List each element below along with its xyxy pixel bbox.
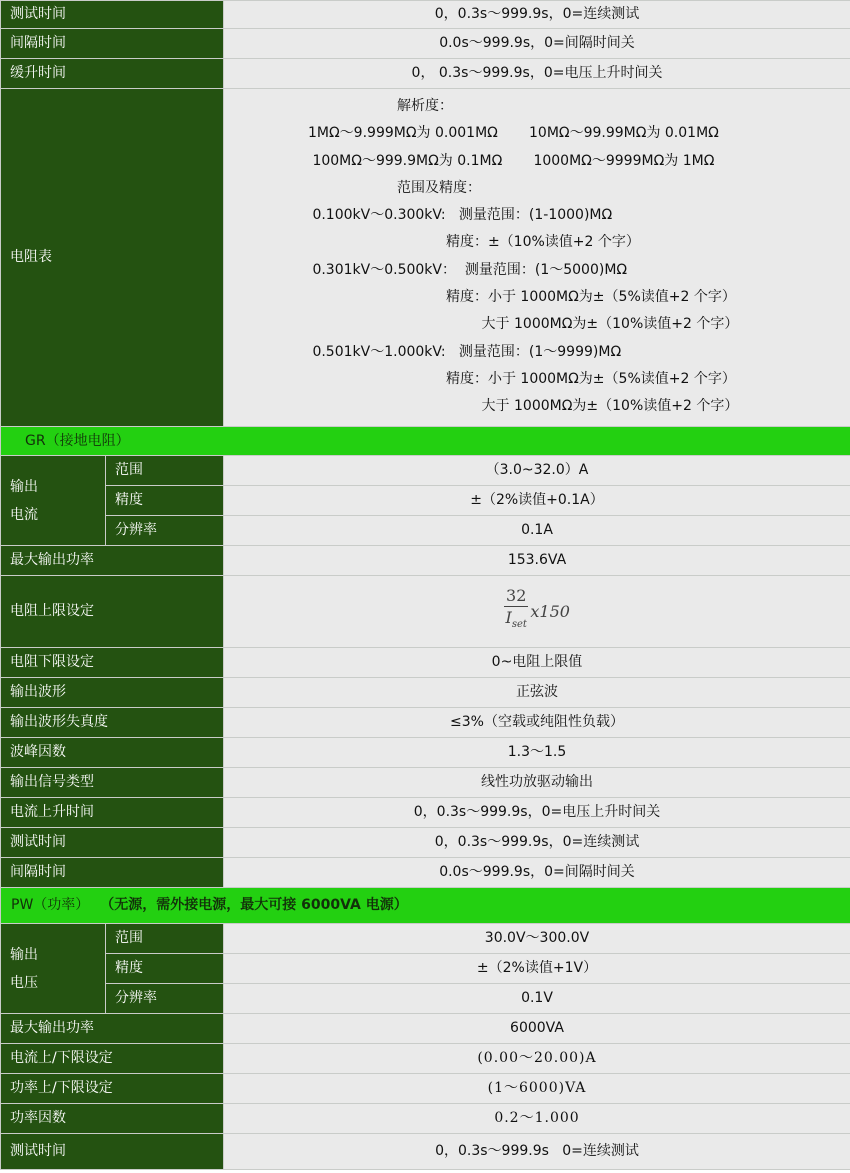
- row-value: 0，0.3s～999.9s，0=连续测试: [224, 828, 850, 858]
- resistance-line: 大于 1000MΩ为±（10%读值+2 个字）: [308, 316, 739, 333]
- row-pw-accuracy: [1, 954, 850, 984]
- section-title: PW（功率）: [11, 897, 90, 914]
- section-title: GR（接地电阻）: [1, 427, 850, 456]
- row-label: 电阻上限设定: [1, 576, 224, 648]
- row-gr-signal-type: [1, 768, 850, 798]
- row-label: 功率上/下限设定: [1, 1074, 224, 1104]
- group-label: 电压: [10, 974, 38, 991]
- row-value: 0， 0.3s～999.9s，0=电压上升时间关: [224, 59, 850, 89]
- row-label: 精度: [106, 954, 224, 984]
- row-label: 范围: [106, 924, 224, 954]
- row-label: 测试时间: [1, 1134, 224, 1170]
- resistance-line: 精度：±（10%读值+2 个字）: [308, 234, 640, 251]
- row-gr-rise-time: [1, 798, 850, 828]
- row-pw-power-limit: [1, 1074, 850, 1104]
- row-gr-lower-limit: [1, 648, 850, 678]
- row-gr-interval-time: [1, 858, 850, 888]
- output-voltage-group: [1, 924, 106, 1014]
- formula-denominator-subscript: set: [511, 619, 527, 631]
- row-value: 0.2～1.000: [224, 1104, 850, 1134]
- resistance-line: 0.501kV～1.000kV: 测量范围：(1～9999)MΩ: [308, 343, 622, 360]
- row-value: 0.1V: [224, 984, 850, 1014]
- row-value: (1～6000)VA: [224, 1074, 850, 1104]
- group-label: 电流: [10, 506, 38, 523]
- row-pw-max-power: [1, 1014, 850, 1044]
- row-value: 0，0.3s～999.9s 0=连续测试: [224, 1134, 850, 1170]
- resistance-line: 1MΩ～9.999MΩ为 0.001MΩ 10MΩ～99.99MΩ为 0.01MΩ: [308, 125, 719, 142]
- row-value: 正弦波: [224, 678, 850, 708]
- row-ramp-time: [1, 59, 850, 89]
- row-value: 6000VA: [224, 1014, 850, 1044]
- row-label: 最大输出功率: [1, 546, 224, 576]
- row-value: 0，0.3s～999.9s，0=连续测试: [224, 1, 850, 29]
- row-interval-time: [1, 29, 850, 59]
- row-label: 最大输出功率: [1, 1014, 224, 1044]
- row-label: 间隔时间: [1, 858, 224, 888]
- resistance-line: 0.100kV～0.300kV: 测量范围：(1-1000)MΩ: [308, 207, 613, 224]
- row-test-time: [1, 1, 850, 29]
- row-pw-power-factor: [1, 1104, 850, 1134]
- row-gr-range: [1, 456, 850, 486]
- row-value: 0，0.3s～999.9s，0=电压上升时间关: [224, 798, 850, 828]
- row-label: 波峰因数: [1, 738, 224, 768]
- row-value: （3.0~32.0）A: [224, 456, 850, 486]
- row-label: 测试时间: [1, 828, 224, 858]
- resistance-line: 0.301kV～0.500kV： 测量范围：(1～5000)MΩ: [308, 261, 628, 278]
- resistance-line: 精度：小于 1000MΩ为±（5%读值+2 个字）: [308, 289, 736, 306]
- row-gr-crest-factor: [1, 738, 850, 768]
- row-label: 精度: [106, 486, 224, 516]
- resistance-line: 100MΩ～999.9MΩ为 0.1MΩ 1000MΩ～9999MΩ为 1MΩ: [308, 152, 715, 169]
- row-label: 缓升时间: [1, 59, 224, 89]
- formula-denominator: [506, 607, 527, 636]
- resistance-line: 范围及精度：: [308, 179, 482, 196]
- row-value: 0.0s～999.9s，0=间隔时间关: [224, 29, 850, 59]
- row-gr-max-power: [1, 546, 850, 576]
- row-resistance-meter: [1, 89, 850, 427]
- upper-limit-formula: [224, 576, 850, 648]
- section-header: [1, 888, 850, 924]
- row-label: 间隔时间: [1, 29, 224, 59]
- row-label: 电阻下限设定: [1, 648, 224, 678]
- row-label: 电流上升时间: [1, 798, 224, 828]
- formula-fraction: [504, 586, 528, 636]
- row-gr-upper-limit: [1, 576, 850, 648]
- row-value: 30.0V～300.0V: [224, 924, 850, 954]
- row-pw-test-time: [1, 1134, 850, 1170]
- section-header-gr: [1, 427, 850, 456]
- row-value: ±（2%读值+1V）: [224, 954, 850, 984]
- row-label: 分辨率: [106, 516, 224, 546]
- row-value: 线性功放驱动输出: [224, 768, 850, 798]
- row-label: 电流上/下限设定: [1, 1044, 224, 1074]
- formula-denominator-symbol: I: [505, 608, 512, 628]
- row-value: 0~电阻上限值: [224, 648, 850, 678]
- group-label: 输出: [10, 946, 38, 963]
- row-pw-current-limit: [1, 1044, 850, 1074]
- row-pw-resolution: [1, 984, 850, 1014]
- section-header-pw: [1, 888, 850, 924]
- row-gr-test-time: [1, 828, 850, 858]
- output-current-group: [1, 456, 106, 546]
- row-value: 1.3～1.5: [224, 738, 850, 768]
- row-label: 输出波形: [1, 678, 224, 708]
- formula-numerator: 32: [506, 586, 527, 606]
- row-label: 测试时间: [1, 1, 224, 29]
- row-gr-resolution: [1, 516, 850, 546]
- formula-multiplier: x150: [530, 601, 570, 621]
- resistance-line: 解析度：: [308, 98, 454, 114]
- row-label: 范围: [106, 456, 224, 486]
- row-value: 0.0s～999.9s，0=间隔时间关: [224, 858, 850, 888]
- row-value: 153.6VA: [224, 546, 850, 576]
- row-value: 0.1A: [224, 516, 850, 546]
- row-pw-range: [1, 924, 850, 954]
- row-label: 分辨率: [106, 984, 224, 1014]
- row-gr-distortion: [1, 708, 850, 738]
- row-value: ≤3%（空载或纯阻性负载）: [224, 708, 850, 738]
- group-label: 输出: [10, 478, 38, 495]
- row-value: (0.00～20.00)A: [224, 1044, 850, 1074]
- row-label: 输出波形失真度: [1, 708, 224, 738]
- resistance-spec: [224, 89, 850, 427]
- resistance-line: 大于 1000MΩ为±（10%读值+2 个字）: [308, 398, 739, 415]
- row-gr-accuracy: [1, 486, 850, 516]
- resistance-line: 精度：小于 1000MΩ为±（5%读值+2 个字）: [308, 370, 736, 387]
- row-label: 输出信号类型: [1, 768, 224, 798]
- row-value: ±（2%读值+0.1A）: [224, 486, 850, 516]
- section-note: （无源，需外接电源，最大可接 6000VA 电源）: [107, 897, 408, 914]
- row-gr-waveform: [1, 678, 850, 708]
- row-label: 电阻表: [1, 89, 224, 427]
- row-label: 功率因数: [1, 1104, 224, 1134]
